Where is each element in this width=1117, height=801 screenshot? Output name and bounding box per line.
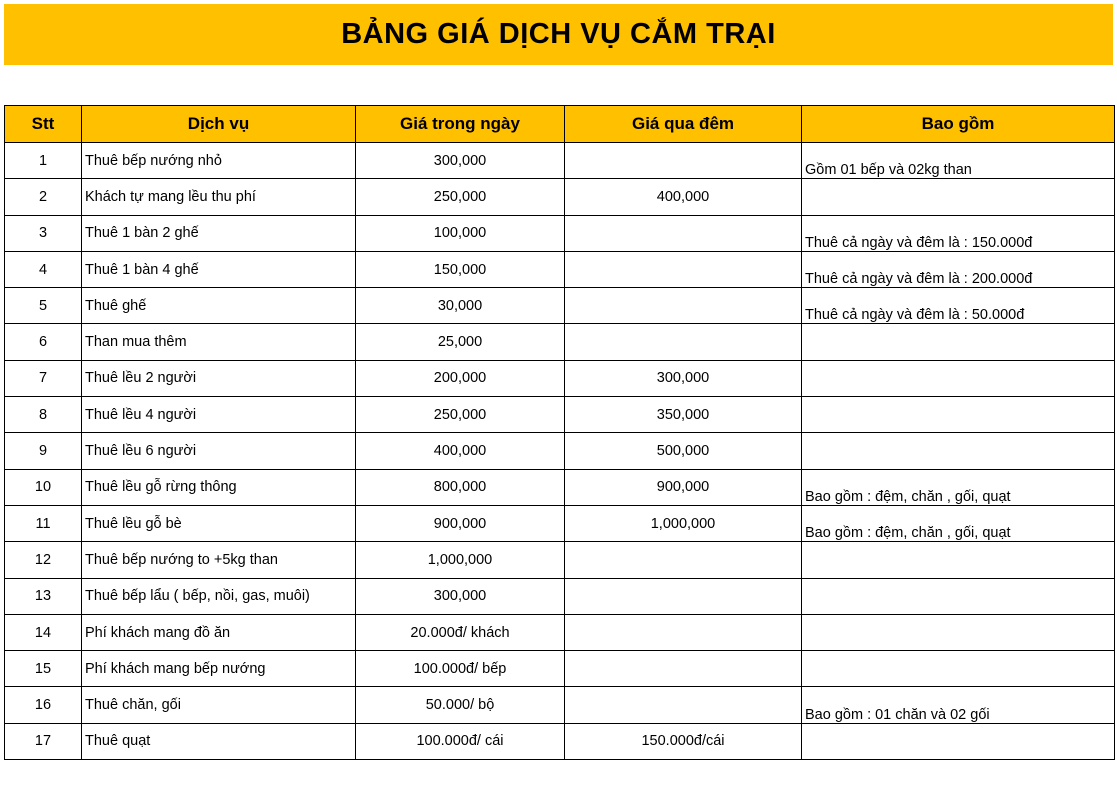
cell-stt: 6 [5, 324, 82, 360]
cell-night-price [565, 578, 802, 614]
cell-stt: 14 [5, 614, 82, 650]
cell-night-price: 300,000 [565, 360, 802, 396]
cell-day-price: 50.000/ bộ [356, 687, 565, 723]
cell-day-price: 400,000 [356, 433, 565, 469]
cell-service: Thuê lều 4 người [82, 397, 356, 433]
cell-service: Thuê ghế [82, 288, 356, 324]
cell-includes [802, 651, 1115, 687]
cell-stt: 7 [5, 360, 82, 396]
cell-day-price: 25,000 [356, 324, 565, 360]
cell-night-price [565, 651, 802, 687]
cell-service: Thuê lều 6 người [82, 433, 356, 469]
cell-day-price: 300,000 [356, 143, 565, 179]
cell-day-price: 900,000 [356, 505, 565, 541]
cell-night-price [565, 143, 802, 179]
cell-includes [802, 578, 1115, 614]
table-row [5, 179, 1115, 215]
cell-service: Thuê bếp nướng nhỏ [82, 143, 356, 179]
cell-night-price: 150.000đ/cái [565, 723, 802, 759]
table-body [5, 143, 1115, 760]
cell-day-price: 150,000 [356, 251, 565, 287]
column-header-night-price: Giá qua đêm [565, 106, 802, 143]
cell-includes [802, 433, 1115, 469]
cell-service: Thuê lều gỗ rừng thông [82, 469, 356, 505]
cell-service: Thuê 1 bàn 4 ghế [82, 251, 356, 287]
cell-service: Khách tự mang lều thu phí [82, 179, 356, 215]
cell-stt: 17 [5, 723, 82, 759]
cell-night-price: 350,000 [565, 397, 802, 433]
cell-stt: 12 [5, 542, 82, 578]
cell-night-price [565, 324, 802, 360]
cell-includes: Gồm 01 bếp và 02kg than [802, 143, 1115, 179]
cell-includes: Bao gồm : 01 chăn và 02 gối [802, 687, 1115, 723]
page-title: BẢNG GIÁ DỊCH VỤ CẮM TRẠI [341, 18, 776, 50]
title-banner [4, 4, 1113, 65]
cell-day-price: 300,000 [356, 578, 565, 614]
cell-includes [802, 397, 1115, 433]
cell-includes [802, 723, 1115, 759]
cell-service: Thuê lều 2 người [82, 360, 356, 396]
cell-service: Thuê bếp lẩu ( bếp, nồi, gas, muôi) [82, 578, 356, 614]
table-row [5, 651, 1115, 687]
cell-includes: Thuê cả ngày và đêm là : 150.000đ [802, 215, 1115, 251]
cell-stt: 3 [5, 215, 82, 251]
cell-stt: 15 [5, 651, 82, 687]
cell-day-price: 250,000 [356, 179, 565, 215]
header-row [5, 106, 1115, 143]
cell-service: Thuê chăn, gối [82, 687, 356, 723]
cell-night-price [565, 215, 802, 251]
table-row [5, 542, 1115, 578]
table-row [5, 288, 1115, 324]
table-row [5, 687, 1115, 723]
cell-includes: Thuê cả ngày và đêm là : 50.000đ [802, 288, 1115, 324]
cell-includes: Bao gồm : đệm, chăn , gối, quạt [802, 505, 1115, 541]
cell-night-price: 900,000 [565, 469, 802, 505]
cell-service: Thuê lều gỗ bè [82, 505, 356, 541]
cell-night-price [565, 288, 802, 324]
cell-day-price: 100.000đ/ cái [356, 723, 565, 759]
cell-includes [802, 614, 1115, 650]
cell-stt: 11 [5, 505, 82, 541]
table-row [5, 614, 1115, 650]
cell-includes [802, 360, 1115, 396]
table-row [5, 397, 1115, 433]
cell-service: Phí khách mang bếp nướng [82, 651, 356, 687]
cell-night-price [565, 542, 802, 578]
column-header-day-price: Giá trong ngày [356, 106, 565, 143]
cell-day-price: 200,000 [356, 360, 565, 396]
column-header-includes: Bao gồm [802, 106, 1115, 143]
cell-stt: 9 [5, 433, 82, 469]
cell-stt: 2 [5, 179, 82, 215]
cell-service: Phí khách mang đồ ăn [82, 614, 356, 650]
cell-day-price: 250,000 [356, 397, 565, 433]
table-row [5, 215, 1115, 251]
table-row [5, 433, 1115, 469]
cell-day-price: 800,000 [356, 469, 565, 505]
table-row [5, 360, 1115, 396]
table-row [5, 143, 1115, 179]
cell-day-price: 20.000đ/ khách [356, 614, 565, 650]
cell-night-price [565, 614, 802, 650]
price-table [4, 105, 1115, 760]
table-row [5, 251, 1115, 287]
table-row [5, 505, 1115, 541]
cell-includes [802, 324, 1115, 360]
cell-night-price: 1,000,000 [565, 505, 802, 541]
cell-service: Than mua thêm [82, 324, 356, 360]
cell-night-price: 400,000 [565, 179, 802, 215]
cell-includes [802, 542, 1115, 578]
cell-night-price [565, 251, 802, 287]
cell-stt: 13 [5, 578, 82, 614]
table-row [5, 578, 1115, 614]
cell-stt: 4 [5, 251, 82, 287]
table-row [5, 469, 1115, 505]
cell-night-price: 500,000 [565, 433, 802, 469]
cell-stt: 1 [5, 143, 82, 179]
cell-day-price: 30,000 [356, 288, 565, 324]
cell-includes: Thuê cả ngày và đêm là : 200.000đ [802, 251, 1115, 287]
cell-stt: 5 [5, 288, 82, 324]
cell-day-price: 1,000,000 [356, 542, 565, 578]
column-header-service: Dịch vụ [82, 106, 356, 143]
cell-includes: Bao gồm : đệm, chăn , gối, quạt [802, 469, 1115, 505]
cell-service: Thuê quạt [82, 723, 356, 759]
cell-includes [802, 179, 1115, 215]
cell-stt: 10 [5, 469, 82, 505]
cell-day-price: 100,000 [356, 215, 565, 251]
table-row [5, 324, 1115, 360]
cell-stt: 8 [5, 397, 82, 433]
cell-service: Thuê bếp nướng to +5kg than [82, 542, 356, 578]
cell-night-price [565, 687, 802, 723]
cell-service: Thuê 1 bàn 2 ghế [82, 215, 356, 251]
cell-stt: 16 [5, 687, 82, 723]
cell-day-price: 100.000đ/ bếp [356, 651, 565, 687]
table-row [5, 723, 1115, 759]
column-header-stt: Stt [5, 106, 82, 143]
